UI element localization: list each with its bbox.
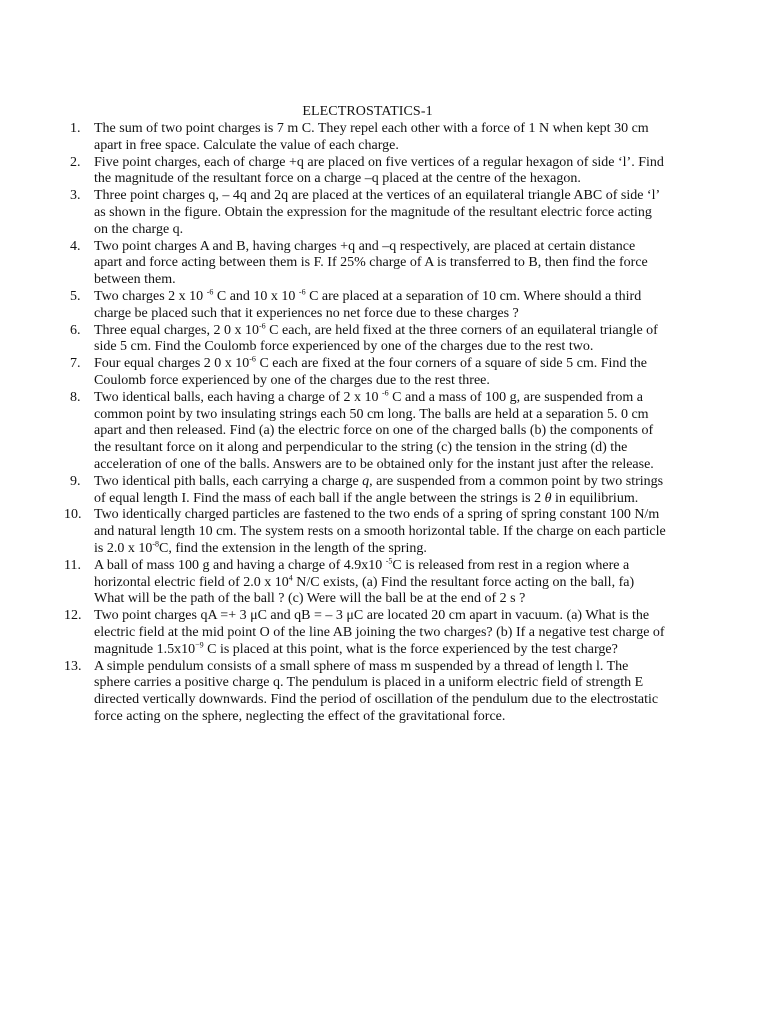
question-text: C each, are held fixed at the three corners of an equilateral triangle of side 5 cm. Find the Coulomb force experienced by one of the charges due to the rest two.	[94, 322, 658, 355]
question-text: Three equal charges, 2 0 x 10	[94, 322, 259, 338]
question-text: Five point charges, each of charge +q are placed on five vertices of a regular hexagon of side ‘l’. Find the magnitude of the resultant force on a charge –q placed at the centre of the hexagon.	[94, 154, 664, 187]
question-text: Two charges 2 x 10	[94, 288, 207, 304]
exponent: -6	[206, 287, 214, 297]
exponent: -6	[298, 287, 306, 297]
question-number: 8.	[70, 389, 81, 405]
question-number: 9.	[70, 473, 81, 489]
question-item	[64, 608, 666, 658]
question-item	[64, 507, 666, 557]
question-text: C each are fixed at the four corners of a square of side 5 cm. Find the Coulomb force experienced by one of the charges due to the rest three.	[94, 356, 648, 388]
question-item	[64, 658, 666, 726]
question-number: 6.	[70, 322, 81, 338]
question-text: C is placed at this point, what is the force experienced by the test charge?	[203, 641, 618, 657]
exponent: -5	[385, 556, 393, 566]
question-item	[70, 474, 666, 508]
question-number: 10.	[64, 507, 82, 523]
question-text: in equilibrium.	[551, 490, 639, 506]
question-text: , are suspended from a common point by two strings of equal length I. Find the mass of each ball if the angle between the strings is 2	[94, 473, 664, 506]
question-text: Two identical pith balls, each carrying a charge	[94, 473, 363, 489]
question-text: Four equal charges 2 0 x 10	[94, 356, 250, 372]
question-number: 12.	[64, 608, 82, 624]
question-item	[70, 289, 666, 323]
exponent: -6	[382, 388, 389, 398]
variable-q: q	[362, 473, 370, 489]
question-text: C are placed at a separation of 10 cm. Where should a third charge be placed such that it experiences no net force due to these charges ?	[94, 288, 642, 321]
question-text: Three point charges q, – 4q and 2q are placed at the vertices of an equilateral triangle ABC of side ‘l’ as shown in the figure. Obtain the expression for the magnitude of the resultant electric force acting on the charge q.	[94, 188, 660, 237]
question-item	[70, 356, 666, 390]
question-number: 3.	[70, 188, 81, 204]
exponent: 4	[288, 572, 293, 582]
question-text: A simple pendulum consists of a small sphere of mass m suspended by a thread of length l. The sphere carries a positive charge q. The pendulum is placed in a uniform electric field of strength E directed vertically downwards. Find the period of oscillation of the pendulum due to the electrostatic force acting on the sphere, neglecting the effect of the gravitational force.	[94, 658, 659, 724]
question-item	[70, 121, 666, 155]
question-item	[64, 556, 666, 608]
question-text: Two identically charged particles are fastened to the two ends of a spring of spring constant 100 N/m and natural length 10 cm. The system rests on a smooth horizontal table. If the charge on each particle is 2.0 x 10	[94, 507, 666, 556]
question-item	[70, 188, 666, 238]
question-text: C is released from rest in a region where a horizontal electric field of 2.0 x 10	[94, 557, 630, 590]
question-text: Two point charges A and B, having charges +q and –q respectively, are placed at certain distance apart and force acting between them is F. If 25% charge of A is transferred to B, then find the force between them.	[94, 238, 648, 288]
question-number: 13.	[64, 658, 82, 674]
exponent: -8	[152, 539, 160, 549]
question-list	[64, 121, 666, 726]
question-number: 7.	[70, 356, 81, 372]
question-text: Two point charges qA =+ 3 μC and qB = – 3 μC are located 20 cm apart in vacuum. (a) What is the electric field at the mid point O of the line AB joining the two charges? (b) If a negative test charge of magnitude 1.5x10	[94, 608, 665, 657]
question-number: 4.	[70, 238, 81, 254]
question-item	[70, 155, 666, 189]
question-number: 11.	[64, 557, 81, 573]
question-text: C and a mass of 100 g, are suspended from a common point by two insulating strings each 50 cm long. The balls are held at a separation 5. 0 cm apart and then released. Find (a) the electric force on one of the charged balls (b) the components of the resultant force on it along and perpendicular to the string (c) the tension in the string (d) the acceleration of one of the balls. Answers are to be obtained only for the instant just after the release.	[94, 389, 654, 472]
question-item	[70, 320, 666, 357]
question-item	[70, 239, 666, 289]
question-text: C, find the extension in the length of the spring.	[159, 540, 427, 556]
question-text: N/C exists, (a) Find the resultant force acting on the ball, fa) What will be the path of the ball ? (c) Were will the ball be at the end of 2 s ?	[94, 574, 635, 607]
exponent: −9	[195, 640, 204, 650]
question-item	[70, 390, 666, 474]
question-text: Two identical balls, each having a charge of 2 x 10	[94, 389, 382, 405]
question-number: 1.	[70, 121, 81, 136]
page-title: ELECTROSTATICS-1	[302, 104, 433, 119]
variable-theta: θ	[544, 490, 552, 506]
question-number: 2.	[70, 154, 81, 170]
question-text: C and 10 x 10	[213, 288, 299, 304]
question-number: 5.	[70, 288, 81, 304]
exponent: -6	[258, 320, 266, 330]
exponent: -6	[249, 354, 256, 364]
question-text: The sum of two point charges is 7 m C. They repel each other with a force of 1 N when kept 30 cm apart in free space. Calculate the value of each charge.	[94, 121, 649, 153]
question-text: A ball of mass 100 g and having a charge of 4.9x10	[94, 557, 386, 573]
